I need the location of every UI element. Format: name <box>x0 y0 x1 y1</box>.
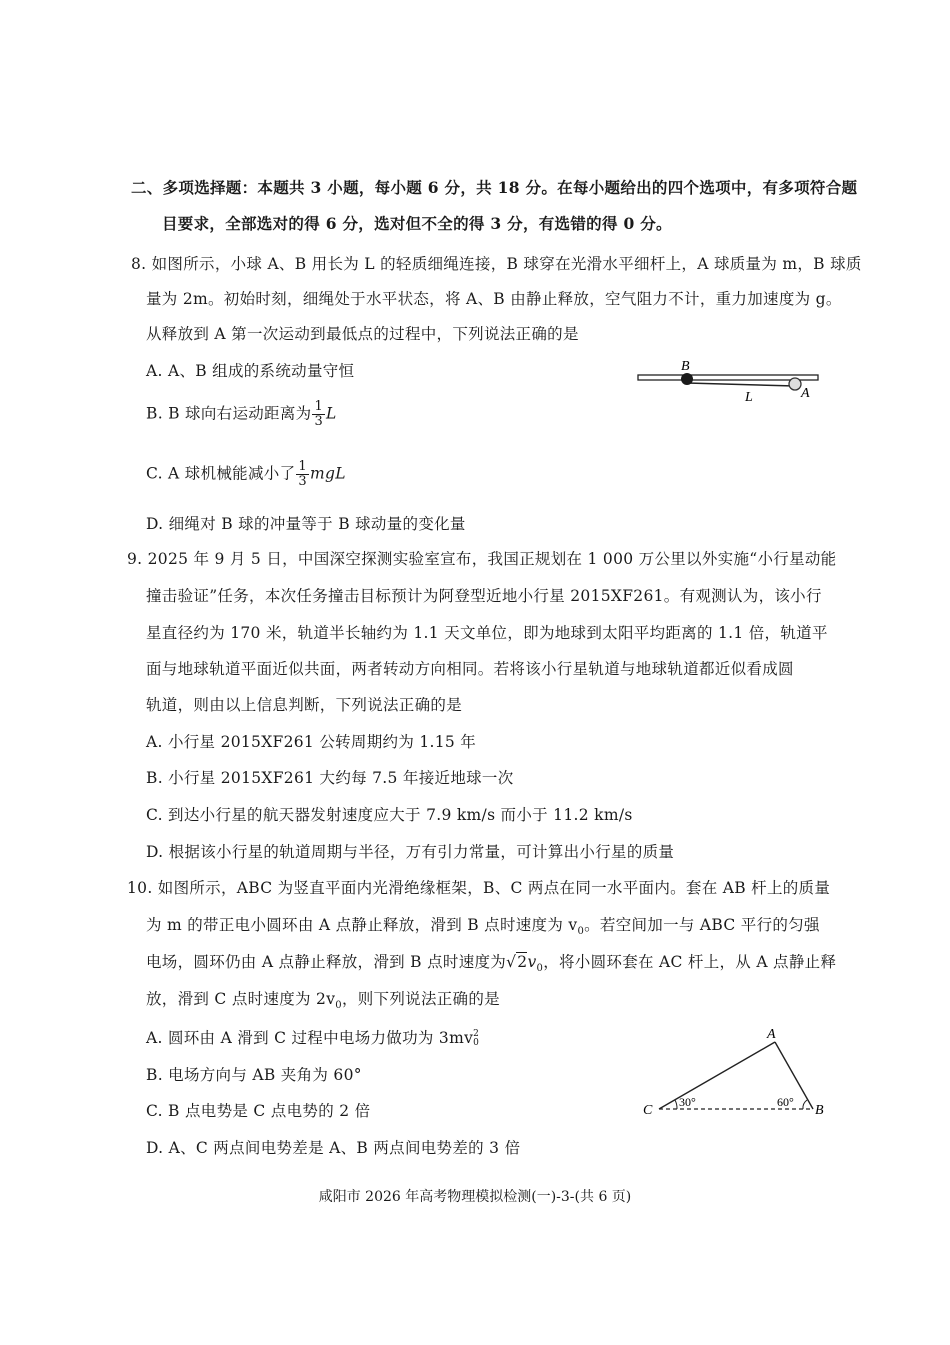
angle-b-arc <box>803 1100 807 1109</box>
q9-stem-line5: 轨道，则由以上信息判断，下列说法正确的是 <box>146 696 463 714</box>
page-footer: 咸阳市 2026 年高考物理模拟检测(一)-3-(共 6 页) <box>318 1189 632 1205</box>
q10-option-c[interactable]: C. B 点电势是 C 点电势的 2 倍 <box>146 1102 371 1120</box>
q8-option-b-text: B. B 球向右运动距离为 <box>146 404 312 423</box>
fraction: $\frac{1}{3}$ <box>314 399 324 429</box>
q8-option-b[interactable]: B. B 球向右运动距离为 $\frac{1}{3}$ L <box>146 399 337 429</box>
section-title-line2: 目要求，全部选对的得 6 分，选对但不全的得 3 分，有选错的得 0 分。 <box>162 214 672 233</box>
q9-stem-line2: 撞击验证”任务，本次任务撞击目标预计为阿登型近地小行星 2015XF261。有观测认为，该小行 <box>146 587 822 605</box>
q8-stem-line3: 从释放到 A 第一次运动到最低点的过程中，下列说法正确的是 <box>146 325 579 343</box>
q10-stem-line3: 电场，圆环仍由 A 点静止释放，滑到 B 点时速度为$√2v_0$，将小圆环套在 AC 杆上，从 A 点静止释 <box>146 953 837 975</box>
q8-stem-line1: 8. 如图所示，小球 A、B 用长为 L 的轻质细绳连接，B 球穿在光滑水平细杆上，A 球质量为 m，B 球质 <box>131 255 862 273</box>
angle-c-label: 30° <box>679 1095 696 1109</box>
q8-option-c-text: C. A 球机械能减小了 <box>146 464 296 483</box>
q8-stem-line2: 量为 2m。初始时刻，细绳处于水平状态，将 A、B 由静止释放，空气阻力不计，重力加速度为 g。 <box>146 290 842 308</box>
label-b: B <box>815 1103 824 1118</box>
q10-stem-line1: 10. 如图所示，ABC 为竖直平面内光滑绝缘框架，B、C 两点在同一水平面内。套在 AB 杆上的质量 <box>127 879 831 897</box>
q8-option-d[interactable]: D. 细绳对 B 球的冲量等于 B 球动量的变化量 <box>146 515 466 533</box>
q9-option-c[interactable]: C. 到达小行星的航天器发射速度应大于 7.9 km/s 而小于 11.2 km/s <box>146 806 633 824</box>
q10-triangle-figure <box>635 1022 835 1122</box>
q10-stem-line4: 放，滑到 C 点时速度为 $2v_0$，则下列说法正确的是 <box>146 990 500 1012</box>
label-l: L <box>745 390 753 405</box>
q9-stem-line4: 面与地球轨道平面近似共面，两者转动方向相同。若将该小行星轨道与地球轨道都近似看成圆 <box>146 660 794 678</box>
angle-b-label: 60° <box>777 1095 794 1109</box>
q9-stem-line1: 9. 2025 年 9 月 5 日，中国深空探测实验室宣布，我国正规划在 1 000 万公里以外实施“小行星动能 <box>127 550 837 568</box>
q9-option-d[interactable]: D. 根据该小行星的轨道周期与半径，万有引力常量，可计算出小行星的质量 <box>146 843 675 861</box>
label-a: A <box>767 1027 776 1042</box>
q9-option-a[interactable]: A. 小行星 2015XF261 公转周期约为 1.15 年 <box>146 733 477 751</box>
q10-option-a[interactable]: A. 圆环由 A 滑到 C 过程中电场力做功为 3mv 2 0 <box>146 1029 480 1048</box>
q8-rod-figure <box>635 355 825 405</box>
label-a: A <box>801 386 810 401</box>
ball-a-icon <box>789 378 801 390</box>
label-b: B <box>681 359 690 374</box>
q9-stem-line3: 星直径约为 170 米，轨道半长轴约为 1.1 天文单位，即为地球到太阳平均距离的 1.1 倍，轨道平 <box>146 624 828 642</box>
q10-option-d[interactable]: D. A、C 两点间电势差是 A、B 两点间电势差的 3 倍 <box>146 1139 521 1157</box>
section-title-line1: 二、多项选择题：本题共 3 小题，每小题 6 分，共 18 分。在每小题给出的四个选项中，有多项符合题 <box>131 178 858 197</box>
fraction: $\frac{1}{3}$ <box>298 459 307 489</box>
ball-b-icon <box>681 373 693 385</box>
edge-ca <box>659 1042 775 1109</box>
q10-stem-line2: 为 m 的带正电小圆环由 A 点静止释放，滑到 B 点时速度为 $v_0$。若空间加一与 ABC 平行的匀强 <box>146 916 820 938</box>
q8-option-c[interactable]: C. A 球机械能减小了 $\frac{1}{3}$ mgL <box>146 459 346 489</box>
string-line <box>687 383 795 386</box>
angle-c-arc <box>675 1100 677 1109</box>
q9-option-b[interactable]: B. 小行星 2015XF261 大约每 7.5 年接近地球一次 <box>146 769 514 787</box>
q8-option-a[interactable]: A. A、B 组成的系统动量守恒 <box>146 362 355 380</box>
label-c: C <box>643 1103 653 1118</box>
q10-option-b[interactable]: B. 电场方向与 AB 夹角为 60° <box>146 1066 362 1084</box>
